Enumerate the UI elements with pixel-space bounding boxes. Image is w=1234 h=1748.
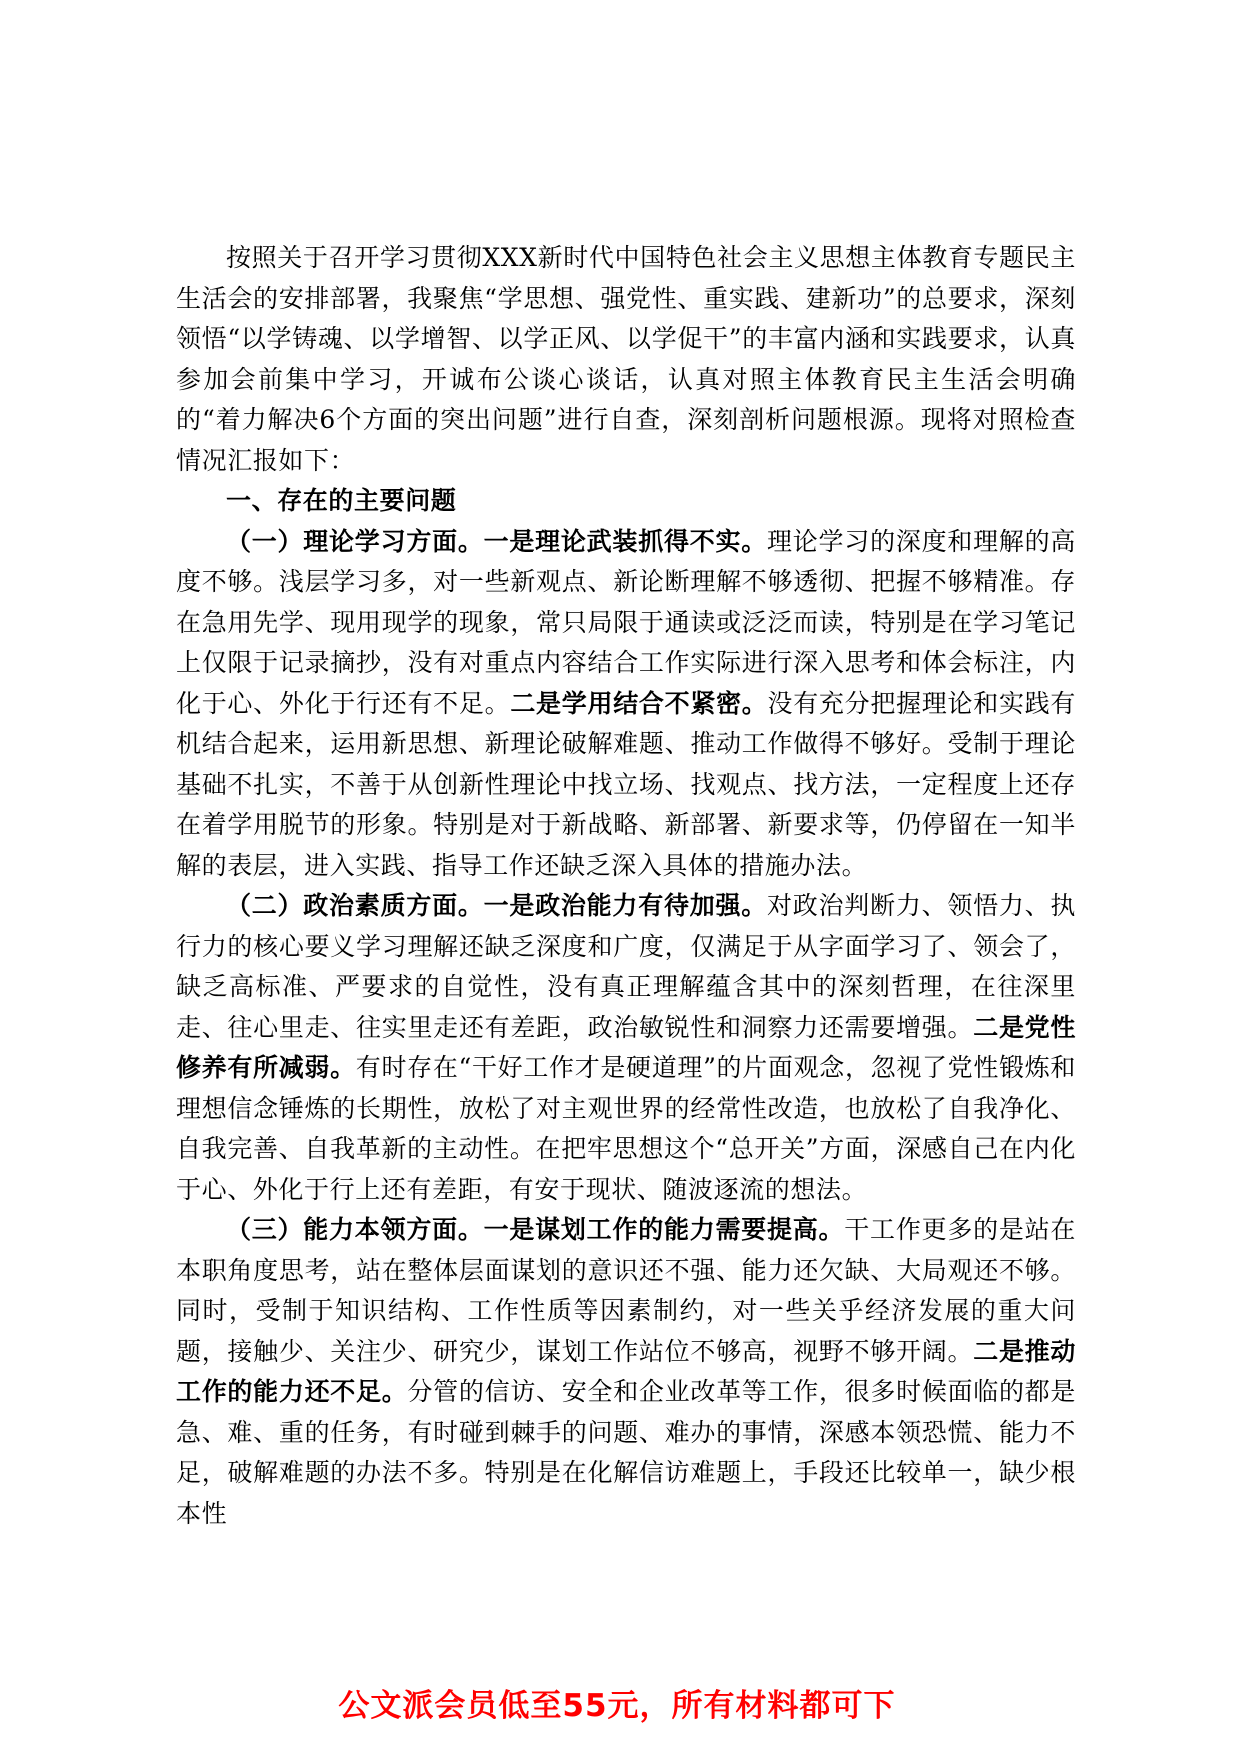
political-quality-text-2: 有时存在“干好工作才是硬道理”的片面观念，忽视了党性锻炼和理想信念锤炼的长期性，放松了对主观世界的经常性改造，也放松了自我净化、自我完善、自我革新的主动性。在把牢思想这个“总开关”方面，深感自己在内化于心、外化于行上还有差距，有安于现状、随波逐流的想法。 (176, 1053, 1077, 1204)
political-quality-lead: （二）政治素质方面。一是政治能力有待加强。 (226, 891, 768, 920)
political-quality-paragraph (176, 886, 1076, 1210)
theory-study-paragraph (176, 522, 1076, 887)
promo-banner: 公文派会员低至55元，所有材料都可下 (338, 1688, 896, 1724)
ability-bold-2: 二是推动工作的能力还不足。 (176, 1336, 1077, 1406)
political-quality-text-1: 对政治判断力、领悟力、执行力的核心要义学习理解还缺乏深度和广度，仅满足于从字面学习了、领会了，缺乏高标准、严要求的自觉性，没有真正理解蕴含其中的深刻哲理，在往深里走、往心里走、往实里走还有差距，政治敏锐性和洞察力还需要增强。 (176, 891, 1076, 1042)
theory-study-bold-2: 二是学用结合不紧密。 (510, 688, 768, 718)
ability-text-1: 干工作更多的是站在本职角度思考，站在整体层面谋划的意识还不强、能力还欠缺、大局观还不够。同时，受制于知识结构、工作性质等因素制约，对一些关乎经济发展的重大问题，接触少、关注少、研究少，谋划工作站位不够高，视野不够开阔。 (176, 1215, 1076, 1366)
ability-paragraph (176, 1210, 1076, 1534)
document-body (176, 238, 1076, 1534)
ability-lead: （三）能力本领方面。一是谋划工作的能力需要提高。 (226, 1215, 845, 1244)
theory-study-text-1: 理论学习的深度和理解的高度不够。浅层学习多，对一些新观点、新论断理解不够透彻、把握不够精准。存在急用先学、现用现学的现象，常只局限于通读或泛泛而读，特别是在学习笔记上仅限于记录摘抄，没有对重点内容结合工作实际进行深入思考和体会标注，内化于心、外化于行还有不足。 (176, 526, 1076, 718)
section-heading: 一、存在的主要问题 (226, 486, 457, 515)
ability-text-2: 分管的信访、安全和企业改革等工作，很多时候面临的都是急、难、重的任务，有时碰到棘手的问题、难办的事情，深感本领恐慌、能力不足，破解难题的办法不多。特别是在化解信访难题上，手段还比较单一，缺少根本性 (176, 1377, 1077, 1528)
theory-study-text-2: 没有充分把握理论和实践有机结合起来，运用新思想、新理论破解难题、推动工作做得不够好。受制于理论基础不扎实，不善于从创新性理论中找立场、找观点、找方法，一定程度上还存在着学用脱节的形象。特别是对于新战略、新部署、新要求等，仍停留在一知半解的表层，进入实践、指导工作还缺乏深入具体的措施办法。 (176, 688, 1076, 880)
intro-paragraph: 按照关于召开学习贯彻XXX新时代中国特色社会主义思想主体教育专题民主生活会的安排部署，我聚焦“学思想、强党性、重实践、建新功”的总要求，深刻领悟“以学铸魂、以学增智、以学正风、以学促干”的丰富内涵和实践要求，认真参加会前集中学习，开诚布公谈心谈话，认真对照主体教育民主生活会明确的“着力解决6个方面的突出问题”进行自查，深刻剖析问题根源。现将对照检查情况汇报如下： (176, 243, 1076, 475)
theory-study-lead: （一）理论学习方面。一是理论武装抓得不实。 (226, 526, 768, 556)
political-quality-bold-2: 二是党性修养有所减弱。 (176, 1012, 1077, 1082)
